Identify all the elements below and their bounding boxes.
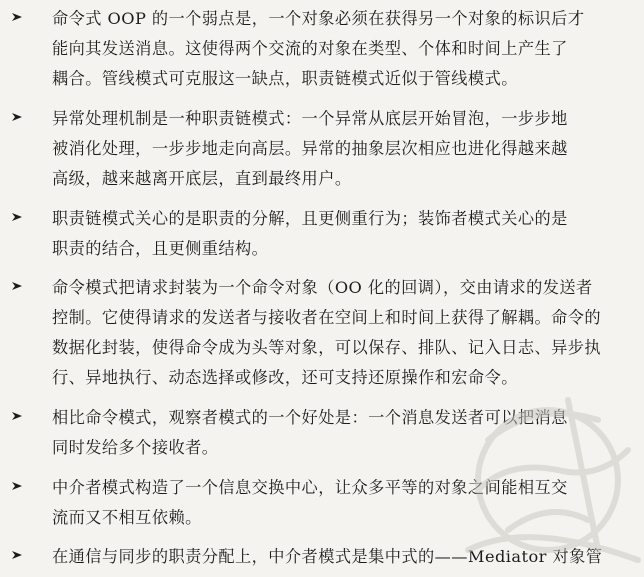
list-item-text	[52, 6, 638, 96]
text-line: 职责链模式关心的是职责的分解，且更侧重行为；装饰者模式关心的是	[52, 209, 568, 228]
text-line: 相比命令模式，观察者模式的一个好处是：一个消息发送者可以把消息	[52, 408, 568, 427]
list-item-text	[52, 106, 638, 196]
text-line: 同时发给多个接收者。	[52, 438, 219, 457]
text-line: 职责的结合，且更侧重结构。	[52, 239, 269, 258]
text-line: 能向其发送消息。这使得两个交流的对象在类型、个体和时间上产生了	[52, 39, 568, 58]
text-line: 耦合。管线模式可克服这一缺点，职责链模式近似于管线模式。	[52, 69, 518, 88]
text-line: 在通信与同步的职责分配上，中介者模式是集中式的——Mediator 对象管	[52, 547, 603, 566]
triangle-arrow-bullet-icon	[10, 479, 24, 493]
text-line: 控制。它使得请求的发送者与接收者在空间上和时间上获得了解耦。命令的	[52, 308, 602, 327]
list-item-text	[52, 475, 638, 535]
text-line: 流而又不相互依赖。	[52, 508, 202, 527]
list-item-text	[52, 206, 638, 266]
text-line: 异常处理机制是一种职责链模式：一个异常从底层开始冒泡，一步步地	[52, 109, 568, 128]
text-line: 命令式 OOP 的一个弱点是，一个对象必须在获得另一个对象的标识后才	[52, 9, 585, 28]
triangle-arrow-bullet-icon	[10, 210, 24, 224]
list-item-text	[52, 275, 638, 395]
text-line: 高级，越来越离开底层，直到最终用户。	[52, 169, 352, 188]
triangle-arrow-bullet-icon	[10, 10, 24, 24]
text-line: 中介者模式构造了一个信息交换中心，让众多平等的对象之间能相互交	[52, 478, 568, 497]
text-line: 行、异地执行、动态选择或修改，还可支持还原操作和宏命令。	[52, 368, 518, 387]
triangle-arrow-bullet-icon	[10, 548, 24, 562]
list-item-text	[52, 544, 638, 574]
text-line: 被消化处理，一步步地走向高层。异常的抽象层次相应也进化得越来越	[52, 139, 568, 158]
text-line: 命令模式把请求封装为一个命令对象（OO 化的回调），交由请求的发送者	[52, 278, 593, 297]
triangle-arrow-bullet-icon	[10, 409, 24, 423]
text-line: 数据化封装，使得命令成为头等对象，可以保存、排队、记入日志、异步执	[52, 338, 602, 357]
list-item-text	[52, 405, 638, 465]
triangle-arrow-bullet-icon	[10, 279, 24, 293]
triangle-arrow-bullet-icon	[10, 110, 24, 124]
